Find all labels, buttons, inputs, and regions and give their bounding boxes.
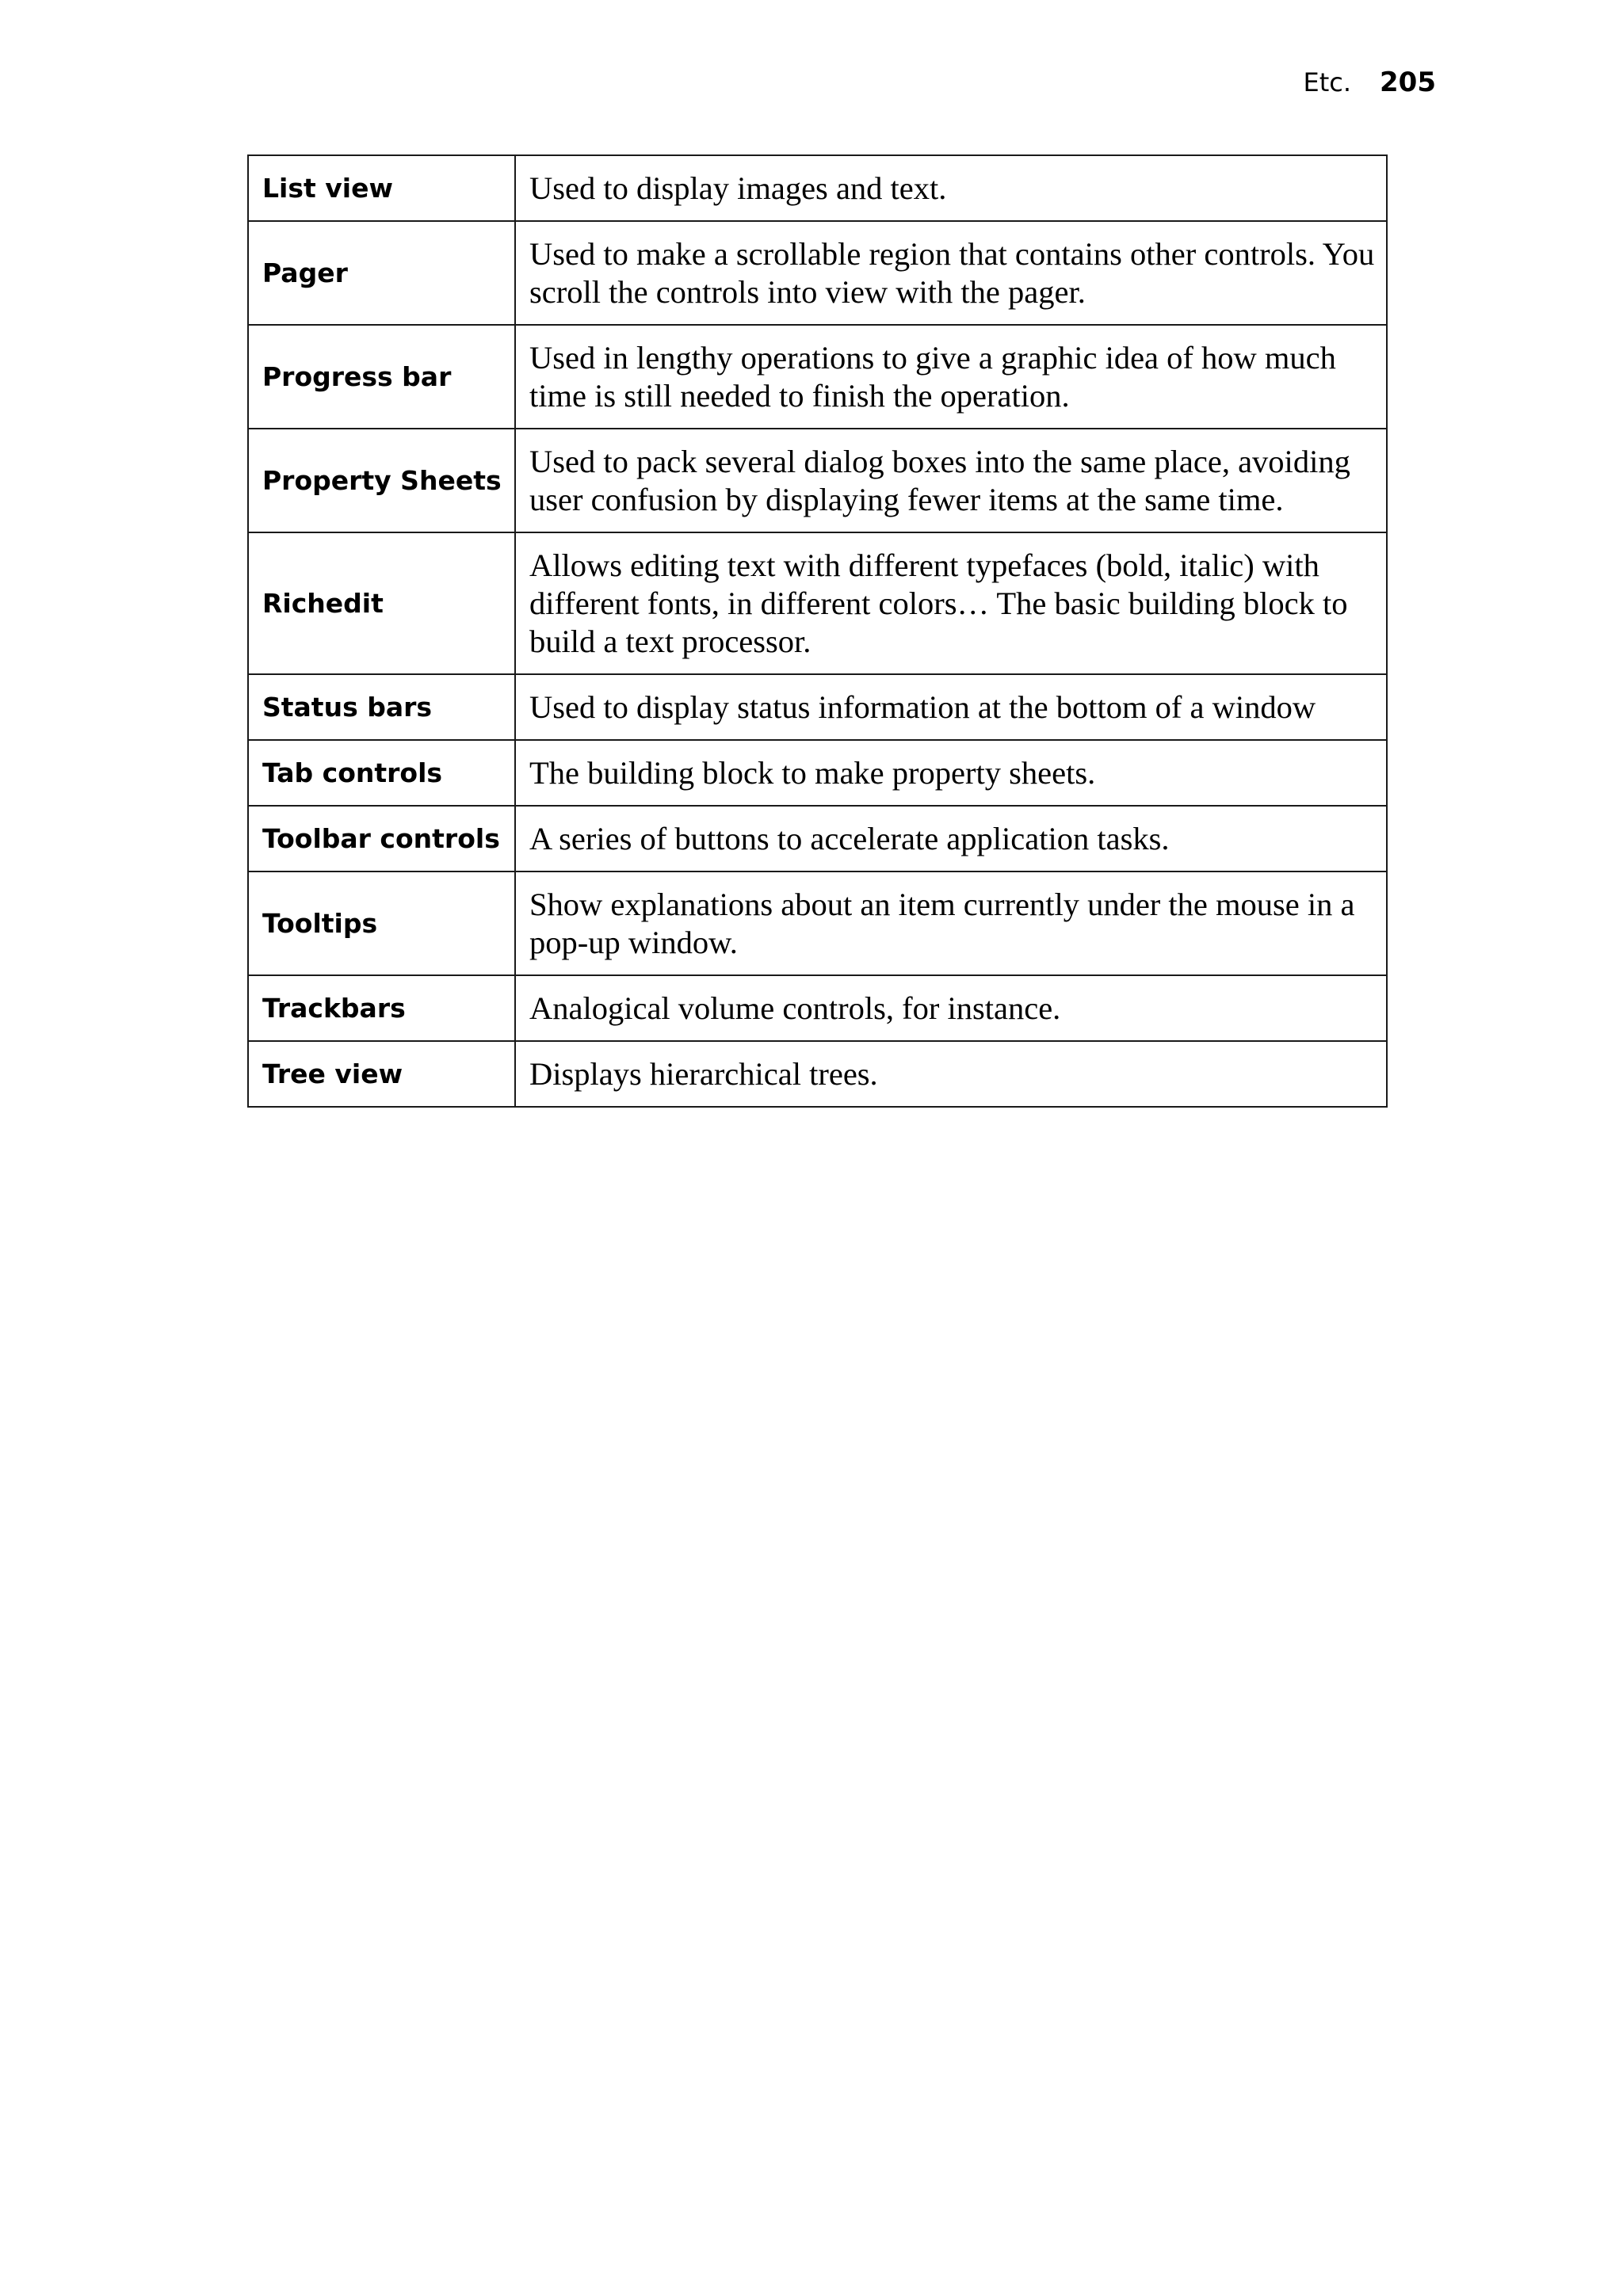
control-term: Tab controls <box>248 740 515 806</box>
control-description: Used to display images and text. <box>515 155 1387 221</box>
table-row <box>248 871 1387 975</box>
control-term: Toolbar controls <box>248 806 515 871</box>
control-term: Tree view <box>248 1041 515 1107</box>
control-term: Property Sheets <box>248 429 515 532</box>
control-description: The building block to make property sheets. <box>515 740 1387 806</box>
running-header <box>1303 67 1436 111</box>
control-term: Trackbars <box>248 975 515 1041</box>
control-description: Used to pack several dialog boxes into the same place, avoiding user confusion by displaying fewer items at the same time. <box>515 429 1387 532</box>
control-description: Allows editing text with different typefaces (bold, italic) with different fonts, in different colors… The basic building block to build a text processor. <box>515 532 1387 674</box>
control-description: Displays hierarchical trees. <box>515 1041 1387 1107</box>
control-description: Used in lengthy operations to give a graphic idea of how much time is still needed to finish the operation. <box>515 325 1387 429</box>
control-description: Analogical volume controls, for instance. <box>515 975 1387 1041</box>
control-description: Used to display status information at the bottom of a window <box>515 674 1387 740</box>
control-term: Status bars <box>248 674 515 740</box>
control-description: A series of buttons to accelerate application tasks. <box>515 806 1387 871</box>
table-row <box>248 429 1387 532</box>
table-row <box>248 532 1387 674</box>
table-row <box>248 155 1387 221</box>
table-row <box>248 975 1387 1041</box>
control-term: Pager <box>248 221 515 325</box>
table-row <box>248 325 1387 429</box>
control-term: Progress bar <box>248 325 515 429</box>
control-term: List view <box>248 155 515 221</box>
controls-table <box>247 154 1388 1108</box>
page-number: 205 <box>1380 67 1436 98</box>
table-row <box>248 221 1387 325</box>
table-row <box>248 740 1387 806</box>
control-description: Used to make a scrollable region that contains other controls. You scroll the controls into view with the pager. <box>515 221 1387 325</box>
control-description: Show explanations about an item currently under the mouse in a pop-up window. <box>515 871 1387 975</box>
table-row <box>248 1041 1387 1107</box>
control-term: Tooltips <box>248 871 515 975</box>
control-term: Richedit <box>248 532 515 674</box>
section-name: Etc. <box>1303 67 1352 97</box>
table-row <box>248 674 1387 740</box>
table-row <box>248 806 1387 871</box>
